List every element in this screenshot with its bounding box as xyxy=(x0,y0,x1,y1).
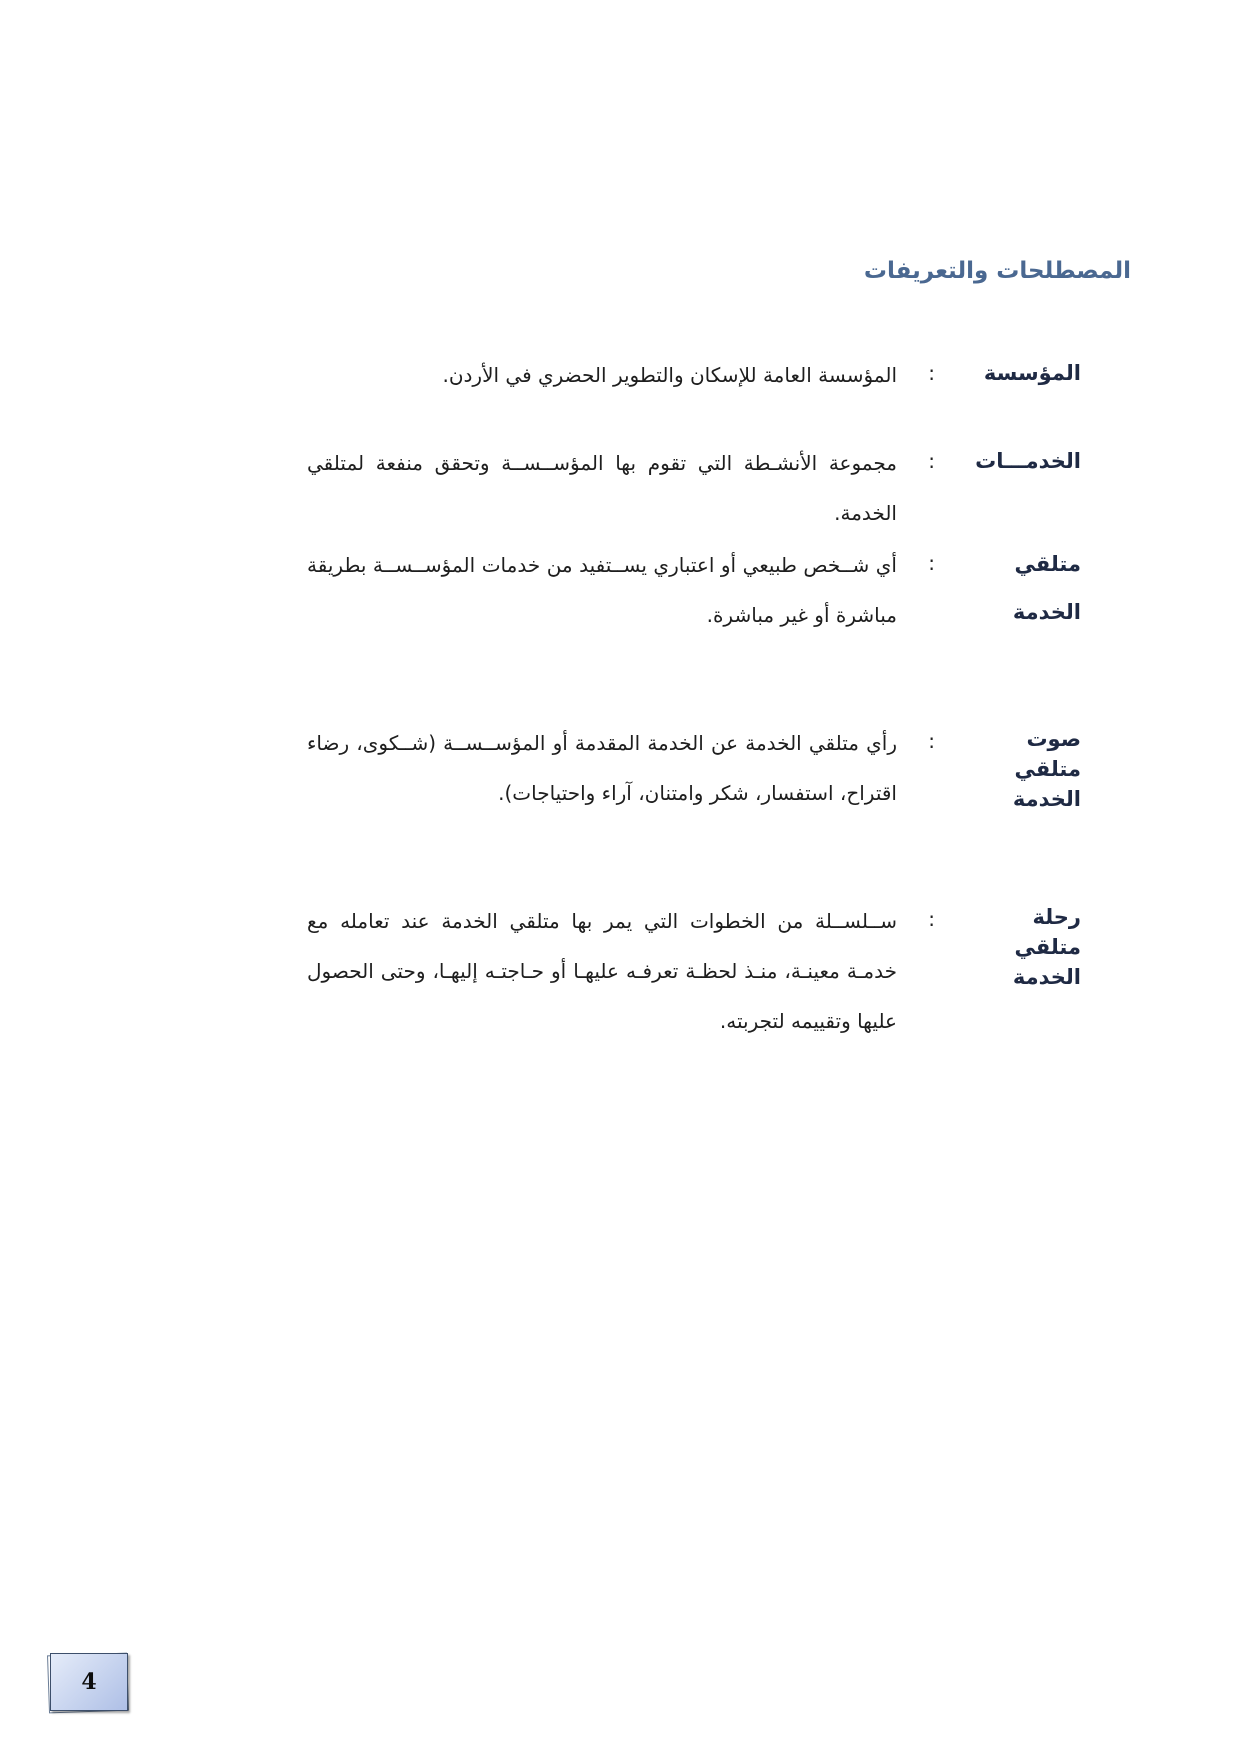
definition-text: مجموعة الأنشـطة التي تقوم بها المؤســســة وتحقق منفعة لمتلقي الخدمة. xyxy=(307,451,897,525)
definition-separator: : xyxy=(928,551,935,575)
definition-term: رحلة متلقي الخدمة xyxy=(1012,905,1081,989)
definition-row xyxy=(151,350,1081,400)
definition-separator: : xyxy=(928,729,935,753)
definition-separator: : xyxy=(928,907,935,931)
definition-separator: : xyxy=(928,361,935,385)
definition-text: ســلســلة من الخطوات التي يمر بها متلقي الخدمة عند تعامله مع خدمـة معينـة، منـذ لحظـة تعرفـه عليهـا أو حـاجتـه إليهـا، وحتى الحصول عليها وتقييمه لتجربته. xyxy=(307,909,897,1033)
definition-term: الخدمـــات xyxy=(975,449,1081,473)
definition-term: متلقي الخدمة xyxy=(1012,552,1081,624)
page-number-badge xyxy=(46,1650,130,1712)
definition-row xyxy=(151,540,1081,640)
definition-text: المؤسسة العامة للإسكان والتطوير الحضري في الأردن. xyxy=(442,363,897,387)
definition-term: المؤسسة xyxy=(983,361,1081,385)
definition-row xyxy=(151,896,1081,1046)
definition-row xyxy=(151,718,1081,818)
page-number: 4 xyxy=(50,1653,128,1711)
definition-term: صوت متلقي الخدمة xyxy=(1012,727,1081,811)
definition-text: أي شــخص طبيعي أو اعتباري يســتفيد من خدمات المؤســســة بطريقة مباشرة أو غير مباشرة. xyxy=(307,553,897,627)
section-heading: المصطلحات والتعريفات xyxy=(863,258,1131,284)
definition-row xyxy=(151,438,1081,538)
definition-text: رأي متلقي الخدمة عن الخدمة المقدمة أو المؤســســة (شــكوى، رضاء اقتراح، استفسار، شكر وامتنان، آراء واحتياجات). xyxy=(307,731,897,805)
definition-separator: : xyxy=(928,449,935,473)
